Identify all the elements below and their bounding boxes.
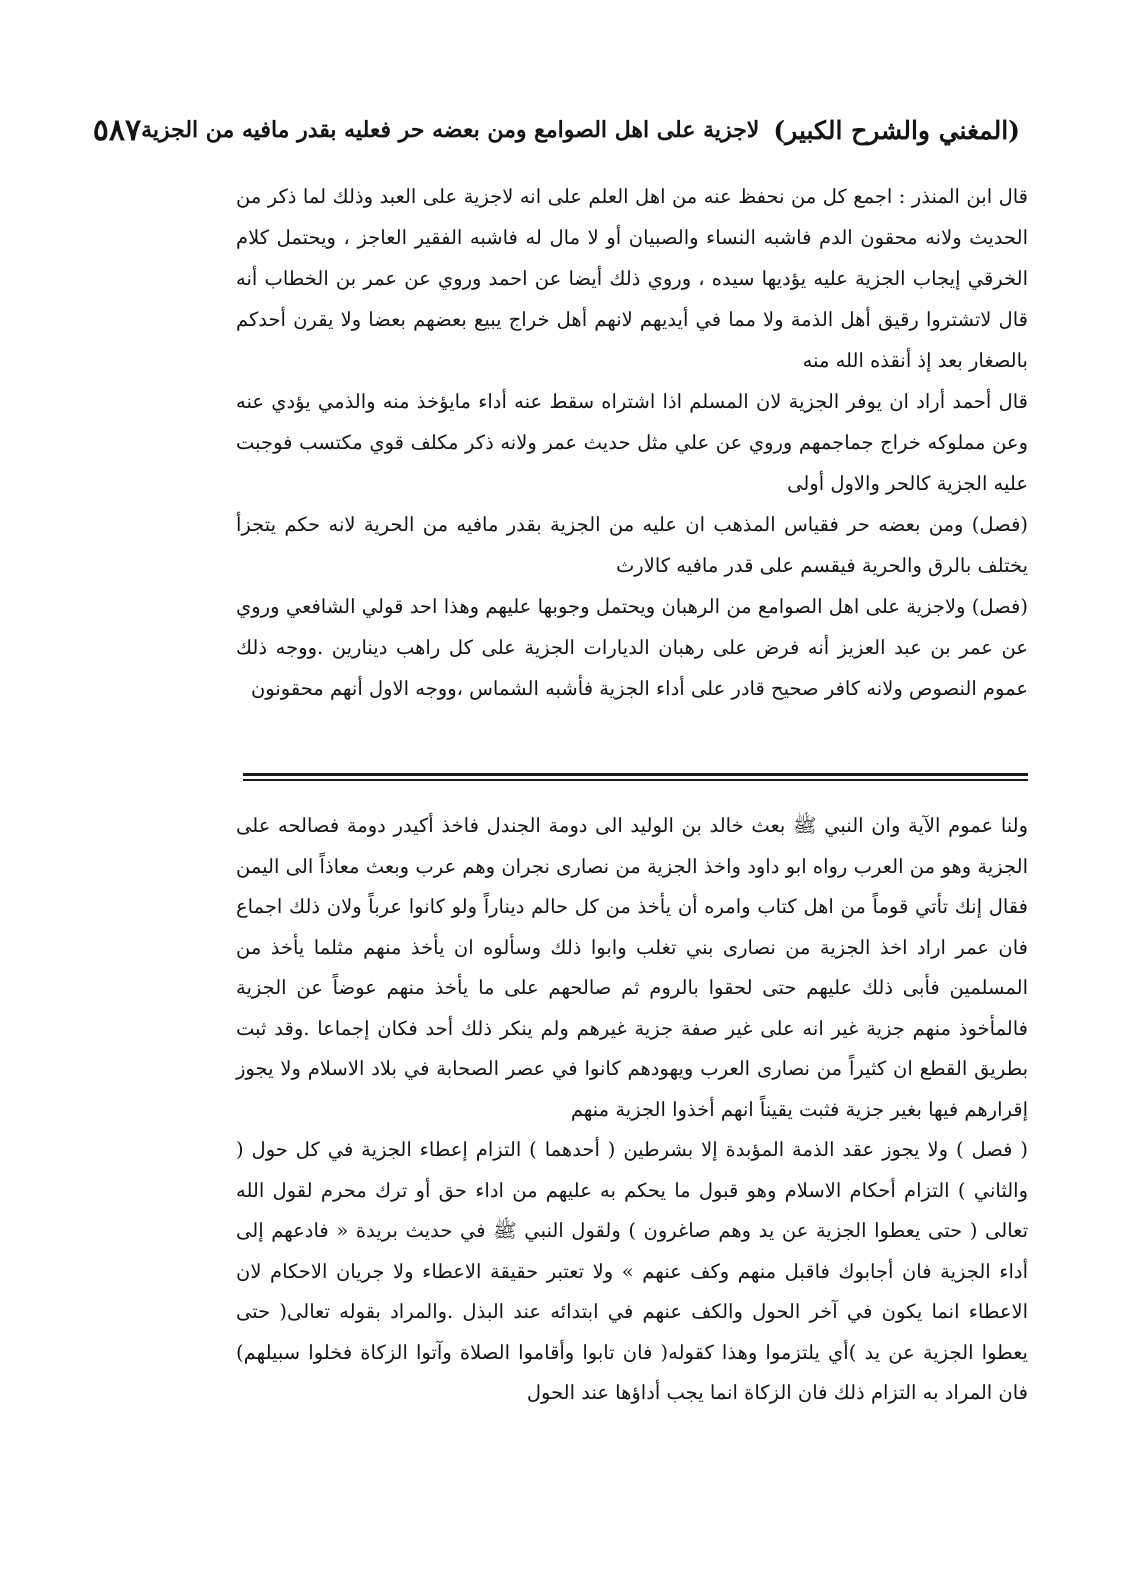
main-text — [236, 176, 1028, 709]
divider-thin-line — [243, 779, 1028, 781]
section-divider — [243, 773, 1028, 782]
main-paragraph: (فصل) ولاجزية على اهل الصوامع من الرهبان ويحتمل وجوبها عليهم وهذا احد قولي الشافعي وروي عن عمر بن عبد العزيز أنه فرض على رهبان الديارات الجزية على كل راهب دينارين .ووجه ذلك عموم النصوص ولانه كافر صحيح قادر على أداء الجزية فأشبه الشماس ،ووجه الاول أنهم محقونون — [236, 595, 1028, 700]
book-title: (المغني والشرح الكبير) — [773, 115, 1020, 145]
page-header — [92, 104, 1020, 156]
main-paragraph: قال ابن المنذر : اجمع كل من نحفظ عنه من اهل العلم على انه لاجزية على العبد وذلك لما ذكر من الحديث ولانه محقون الدم فاشبه النساء والصبيان أو لا مال له فاشبه الفقير العاجز ، ويحتمل كلام الخرقي إيجاب الجزية عليه يؤديها سيده ، وروي ذلك أيضا عن احمد وروي عن عمر بن الخطاب أنه قال لاتشتروا رقيق أهل الذمة ولا مما في أيديهم لانهم أهل خراج يبيع بعضهم بعضا ولا يقرن أحدكم بالصغار بعد إذ أنقذه الله منه — [236, 185, 1028, 372]
page-number: ٥٨٧ — [92, 112, 142, 148]
main-paragraph: قال أحمد أراد ان يوفر الجزية لان المسلم اذا اشتراه سقط عنه أداء مايؤخذ منه والذمي يؤدي عنه وعن مملوكه خراج جماجمهم وروي عن علي مثل حديث عمر ولانه ذكر مكلف قوي مكتسب فوجبت عليه الجزية كالحر والاول أولى — [236, 390, 1028, 495]
commentary-text — [236, 806, 1028, 1414]
commentary-paragraph: ولنا عموم الآية وان النبي ﷺ بعث خالد بن الوليد الى دومة الجندل فاخذ أكيدر دومة فصالحه على الجزية وهو من العرب رواه ابو داود واخذ الجزية من نصارى نجران وهم عرب وبعث معاذاً الى اليمن فقال إنك تأتي قوماً من اهل كتاب وامره أن يأخذ من كل حالم ديناراً ولو كانوا عرباً ولان ذلك اجماع فان عمر اراد اخذ الجزية من نصارى بني تغلب وابوا ذلك وسألوه ان يأخذ منهم مثلما يأخذ من المسلمين فأبى ذلك عليهم حتى لحقوا بالروم ثم صالحهم على ما يأخذ منهم عوضاً عن الجزية فالمأخوذ منهم جزية غير انه على غير صفة جزية غيرهم ولم ينكر ذلك أحد فكان إجماعا .وقد ثبت بطريق القطع ان كثيراً من نصارى العرب ويهودهم كانوا في عصر الصحابة في بلاد الاسلام ولا يجوز إقرارهم فيها بغير جزية فثبت يقيناً انهم أخذوا الجزية منهم — [236, 814, 1028, 1121]
commentary-paragraph: ( فصل ) ولا يجوز عقد الذمة المؤبدة إلا بشرطين ( أحدهما ) التزام إعطاء الجزية في كل حول ( والثاني ) التزام أحكام الاسلام وهو قبول ما يحكم به عليهم من اداء حق أو ترك محرم لقول الله تعالى ( حتى يعطوا الجزية عن يد وهم صاغرون ) ولقول النبي ﷺ في حديث بريدة « فادعهم إلى أداء الجزية فان أجابوك فاقبل منهم وكف عنهم » ولا تعتبر حقيقة الاعطاء ولا جريان الاحكام لان الاعطاء انما يكون في آخر الحول والكف عنهم في ابتدائه عند البذل .والمراد بقوله تعالى( حتى يعطوا الجزية عن يد )أي يلتزموا وهذا كقوله( فان تابوا وأقاموا الصلاة وآتوا الزكاة فخلوا سبيلهم) فان المراد به التزام ذلك فان الزكاة انما يجب أداؤها عند الحول — [236, 1138, 1028, 1404]
divider-thick-line — [243, 773, 1028, 776]
chapter-title: لاجزية على اهل الصوامع ومن بعضه حر فعليه بقدر مافيه من الجزية — [141, 117, 760, 143]
main-paragraph: (فصل) ومن بعضه حر فقياس المذهب ان عليه من الجزية بقدر مافيه من الحرية لانه حكم يتجزأ يختلف بالرق والحرية فيقسم على قدر مافيه كالارث — [236, 513, 1028, 577]
